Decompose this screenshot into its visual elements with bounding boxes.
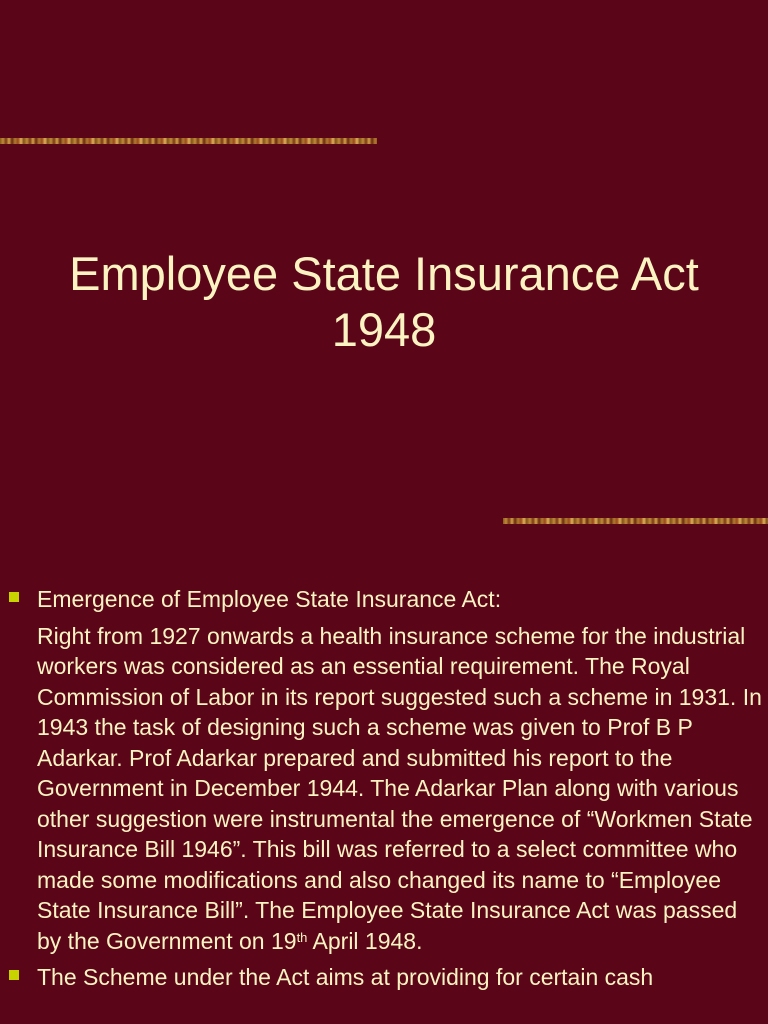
list-item <box>0 584 768 615</box>
title-line-2: 1948 <box>331 303 437 356</box>
square-bullet-icon <box>9 970 19 980</box>
bullet-text: The Scheme under the Act aims at providing for certain cash <box>37 964 654 990</box>
decorative-bar-middle <box>503 518 768 524</box>
list-item <box>0 962 768 993</box>
decorative-bar-top <box>0 138 377 144</box>
square-bullet-icon <box>9 592 19 602</box>
body-paragraph <box>0 621 768 957</box>
slide-title <box>0 246 768 358</box>
title-line-1: Employee State Insurance Act <box>69 247 699 300</box>
content-list <box>0 584 768 993</box>
ordinal-suffix: th <box>296 929 308 945</box>
paragraph-end: April 1948. <box>307 927 423 954</box>
paragraph-text: Right from 1927 onwards a health insurance scheme for the industrial workers was considered as an essential requirement. The Royal Commission of Labor in its report suggested such a scheme in 1931. In 1943 the task of designing such a scheme was given to Prof B P Adarkar. Prof Adarkar prepared and submitted his report to the Government in December 1944. The Adarkar Plan along with various other suggestion were instrumental the emergence of “Workmen State Insurance Bill 1946”. This bill was referred to a select committee who made some modifications and also changed its name to “Employee State Insurance Bill”. The Employee State Insurance Act was passed by the Government on 19 <box>37 622 762 954</box>
bullet-text: Emergence of Employee State Insurance Act: <box>37 586 502 612</box>
